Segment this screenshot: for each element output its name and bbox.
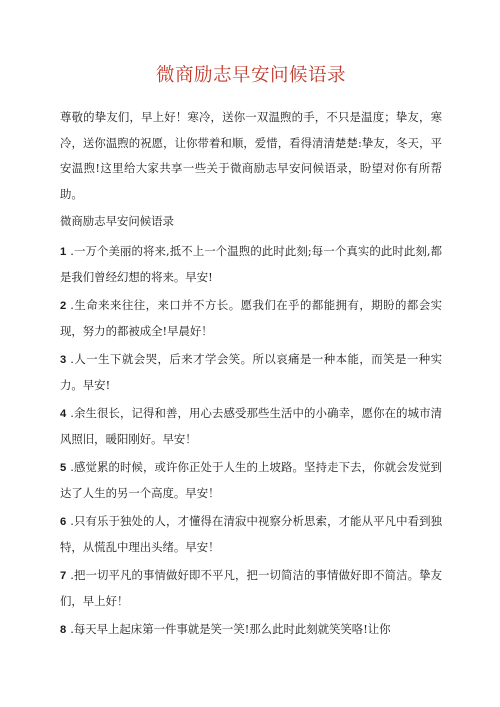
quote-number: 1 (60, 245, 67, 258)
quote-item (60, 563, 442, 615)
quote-item (60, 401, 442, 453)
quote-text: .余生很长，记得和善，用心去感受那些生活中的小确幸，愿你在的城市清风照旧，暖阳刚好。早安！ (60, 405, 442, 446)
quote-text: .把一切平凡的事情做好即不平凡，把一切简洁的事情做好即不简洁。挚友们，早上好！ (60, 567, 442, 608)
quote-text: .感觉累的时候，或许你正处于人生的上坡路。坚持走下去，你就会发觉到达了人生的另一个高度。早安！ (60, 459, 442, 500)
quote-item (60, 509, 442, 561)
quote-text: .人一生下就会哭，后来才学会笑。所以哀痛是一种本能，而笑是一种实力。早安! (60, 351, 442, 392)
quote-text: .每天早上起床第一件事就是笑一笑!那么此时此刻就笑笑咯!让你 (70, 621, 391, 636)
quote-item (60, 347, 442, 399)
quote-number: 5 (60, 461, 67, 474)
quote-text: .只有乐于独处的人，才懂得在清寂中视察分析思索，才能从平凡中看到独特，从慌乱中理出头绪。早安！ (60, 513, 442, 554)
quote-item (60, 293, 442, 345)
quote-number: 7 (60, 569, 67, 582)
quote-number: 2 (60, 299, 67, 312)
section-heading: 微商励志早安问候语录 (60, 214, 174, 228)
quote-text: .生命来来往往，来口并不方长。愿我们在乎的都能拥有，期盼的都会实现，努力的都被成全!早晨好！ (60, 297, 442, 338)
document-title: 微商励志早安问候语录 (155, 65, 346, 86)
quote-number: 6 (60, 515, 67, 528)
quote-number: 3 (60, 353, 67, 366)
quote-item (60, 239, 442, 291)
quote-number: 8 (60, 623, 67, 636)
quote-number: 4 (60, 407, 67, 420)
quote-item (60, 617, 442, 644)
quote-list (60, 239, 442, 644)
quote-text: .一万个美丽的将来,抵不上一个温煦的此时此刻;每一个真实的此时此刻,都是我们曾经幻想的将来。早安! (60, 243, 442, 284)
quote-item (60, 455, 442, 507)
intro-paragraph: 尊敬的挚友们，早上好！寒冷，送你一双温煦的手，不只是温度；挚友，寒冷，送你温煦的祝愿，让你带着和顺，爱惜，看得清清楚楚:挚友，冬天，平安温煦!这里给大家共享一些关于微商励志早安问候语录，盼望对你有所帮助。 (60, 110, 442, 201)
